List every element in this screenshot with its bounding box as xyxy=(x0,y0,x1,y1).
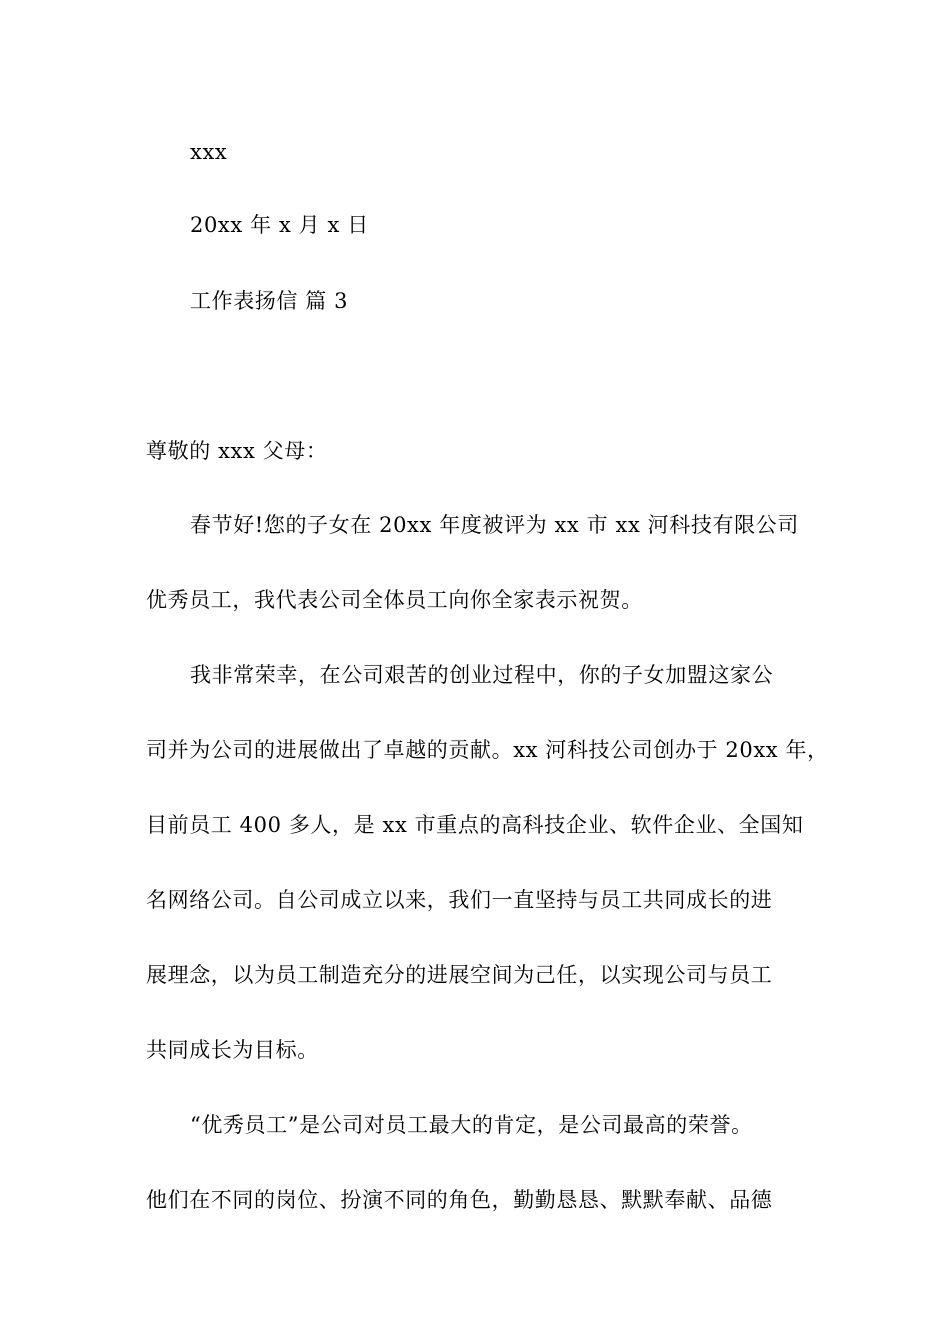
body-line: 他们在不同的岗位、扮演不同的角色，勤勤恳恳、默默奉献、品德 xyxy=(146,1188,773,1212)
section-title: 工作表扬信 篇 3 xyxy=(190,289,349,313)
body-line: 春节好!您的子女在 20xx 年度被评为 xx 市 xx 河科技有限公司 xyxy=(190,513,799,537)
body-line: 名网络公司。自公司成立以来，我们一直坚持与员工共同成长的进 xyxy=(146,888,773,912)
body-line: 展理念，以为员工制造充分的进展空间为己任，以实现公司与员工 xyxy=(146,963,773,987)
salutation: 尊敬的 xxx 父母： xyxy=(146,439,328,463)
body-line: 共同成长为目标。 xyxy=(146,1038,319,1062)
body-line: 目前员工 400 多人，是 xx 市重点的高科技企业、软件企业、全国知 xyxy=(146,813,804,837)
body-line: 我非常荣幸，在公司艰苦的创业过程中，你的子女加盟这家公 xyxy=(190,663,774,687)
body-line: 司并为公司的进展做出了卓越的贡献。xx 河科技公司创办于 20xx 年， xyxy=(146,738,829,762)
body-line: “优秀员工”是公司对员工最大的肯定，是公司最高的荣誉。 xyxy=(190,1113,753,1137)
letter-date: 20xx 年 x 月 x 日 xyxy=(190,213,369,237)
signature: xxx xyxy=(190,140,228,164)
body-line: 优秀员工，我代表公司全体员工向你全家表示祝贺。 xyxy=(146,588,643,612)
